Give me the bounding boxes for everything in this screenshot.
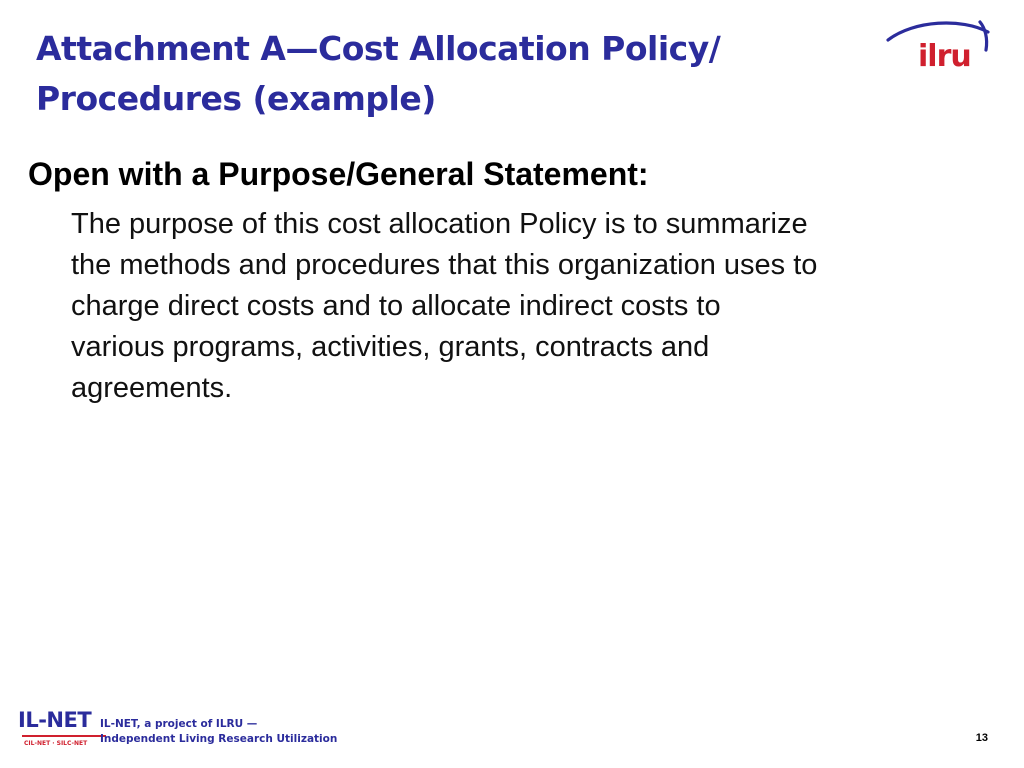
page-number: 13 [975,732,988,744]
slide-title-line-2: Procedures (example) [36,79,436,118]
purpose-line-5: agreements. [71,372,233,404]
slide-title [36,24,836,124]
ilru-logo-icon [884,16,994,76]
il-net-logo-subtext: CIL-NET · SILC-NET [24,740,88,747]
purpose-line-4: various programs, activities, grants, contracts and [71,331,710,363]
footer-branding [18,708,358,752]
purpose-line-3: charge direct costs and to allocate indirect costs to [71,290,721,322]
section-subheading: Open with a Purpose/General Statement: [28,156,649,192]
il-net-logo-text: IL-NET [18,708,92,732]
purpose-line-2: the methods and procedures that this organization uses to [71,249,818,281]
footer-organization-line: Independent Living Research Utilization [100,733,338,745]
slide-title-line-1: Attachment A—Cost Allocation Policy/ [36,29,721,68]
ilru-logo-text: ilru [918,39,971,74]
purpose-line-1: The purpose of this cost allocation Policy is to summarize [71,208,808,240]
footer-project-line: IL-NET, a project of ILRU — [100,718,258,730]
il-net-logo-divider [22,735,106,737]
purpose-statement [71,204,971,409]
